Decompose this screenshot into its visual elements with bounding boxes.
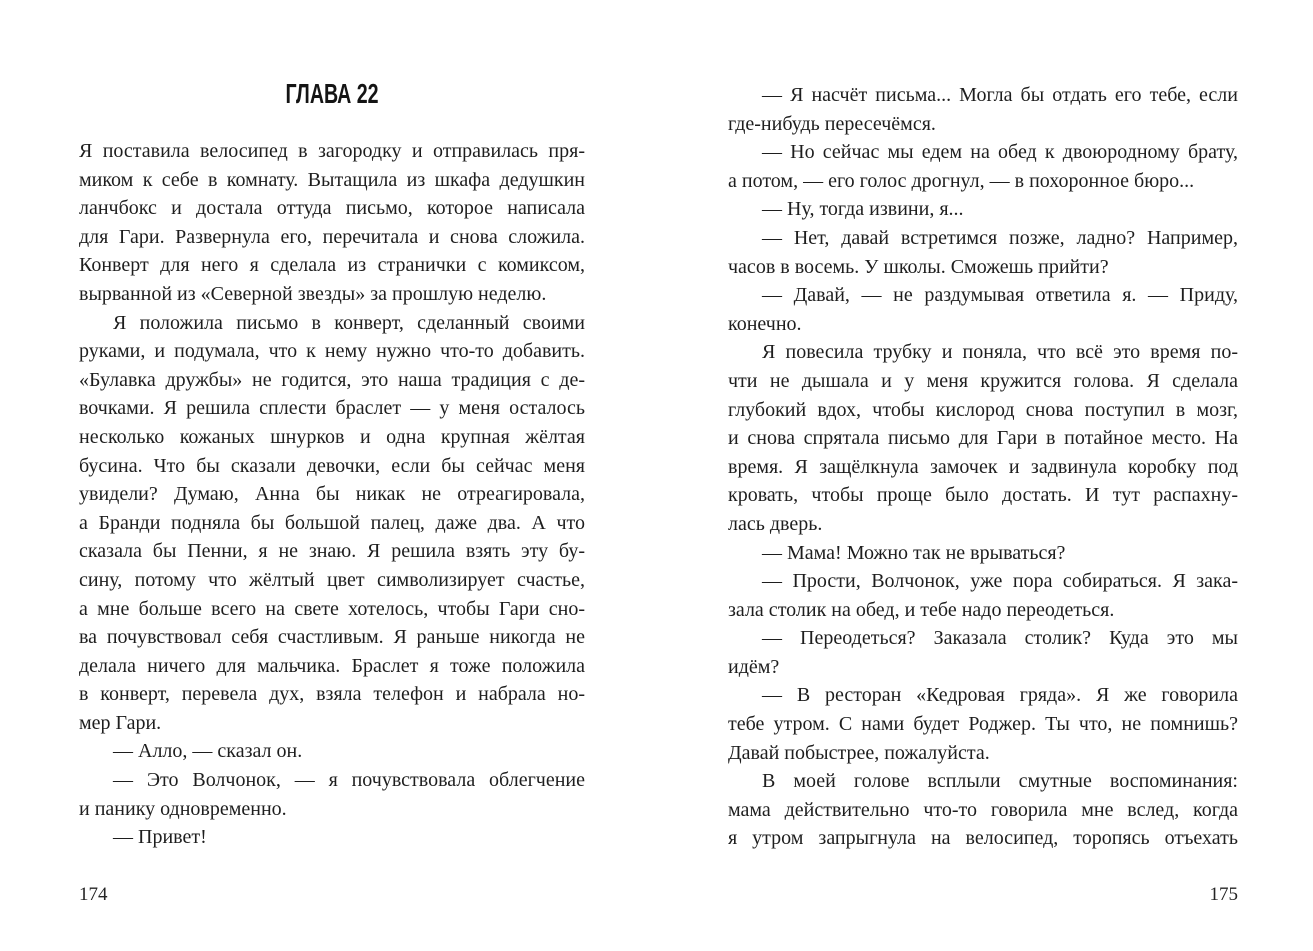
- text-line: где-нибудь пересечёмся.: [728, 112, 936, 135]
- text-line: — Прости, Волчонок, уже пора собираться. Я зака-: [762, 570, 1238, 593]
- text-line: кровать, чтобы проще было достать. И тут распахну-: [728, 484, 1238, 507]
- text-line: Давай побыстрее, пожалуйста.: [728, 741, 990, 764]
- text-line: — Ну, тогда извини, я...: [762, 198, 964, 221]
- text-line: в конверт, перевела дух, взяла телефон и набрала но-: [79, 683, 585, 706]
- text-line: вырванной из «Северной звезды» за прошлую неделю.: [79, 282, 547, 305]
- text-line: мер Гари.: [79, 711, 162, 734]
- text-line: бусина. Что бы сказали девочки, если бы сейчас меня: [79, 454, 585, 477]
- text-line: а потом, — его голос дрогнул, — в похоронное бюро...: [728, 169, 1195, 192]
- text-line: вочками. Я решила сплести браслет — у меня осталось: [79, 397, 585, 420]
- left-page-text: [79, 137, 585, 852]
- text-line: — Но сейчас мы едем на обед к двоюродному брату,: [762, 141, 1238, 164]
- text-line: Я поставила велосипед в загородку и отправилась пря-: [79, 140, 585, 162]
- text-line: я утром запрыгнула на велосипед, торопясь отъехать: [728, 827, 1238, 850]
- text-line: мама действительно что-то говорила мне вслед, когда: [728, 798, 1238, 821]
- text-line: — Переодеться? Заказала столик? Куда это мы: [762, 627, 1238, 650]
- text-line: ланчбокс и достала оттуда письмо, которое написала: [79, 197, 585, 220]
- text-line: конечно.: [728, 312, 802, 335]
- text-line: — Это Волчонок, — я почувствовала облегчение: [113, 769, 585, 792]
- text-line: чти не дышала и у меня кружится голова. Я сделала: [728, 369, 1238, 392]
- text-line: делала ничего для мальчика. Браслет я тоже положила: [79, 654, 585, 677]
- text-line: для Гари. Развернула его, перечитала и снова сложила.: [79, 225, 585, 248]
- text-line: глубокий вдох, чтобы кислород снова поступил в мозг,: [728, 398, 1238, 421]
- right-page-number: 175: [1209, 884, 1238, 905]
- text-line: Я повесила трубку и поняла, что всё это время по-: [762, 341, 1238, 364]
- text-line: — Алло, — сказал он.: [113, 740, 303, 763]
- text-line: а мне больше всего на свете хотелось, чтобы Гари сно-: [79, 597, 585, 620]
- text-line: — Давай, — не раздумывая ответила я. — Приду,: [762, 284, 1238, 307]
- text-line: — Нет, давай встретимся позже, ладно? Например,: [762, 226, 1238, 249]
- right-page-text: [728, 81, 1238, 853]
- text-line: — Привет!: [113, 826, 207, 849]
- right-page: [728, 81, 1238, 912]
- text-line: зала столик на обед, и тебе надо переодеться.: [728, 598, 1115, 621]
- text-line: — Я насчёт письма... Могла бы отдать его тебе, если: [762, 84, 1238, 106]
- left-page-number: 174: [79, 884, 108, 905]
- left-page: [79, 78, 585, 912]
- text-line: — Мама! Можно так не врываться?: [762, 541, 1066, 564]
- text-line: тебе утром. С нами будет Роджер. Ты что, не помнишь?: [728, 713, 1238, 736]
- text-line: Конверт для него я сделала из странички с комиксом,: [79, 254, 585, 277]
- text-line: — В ресторан «Кедровая гряда». Я же говорила: [762, 684, 1238, 707]
- text-line: «Булавка дружбы» не годится, это наша традиция с де-: [79, 368, 585, 391]
- text-line: и панику одновременно.: [79, 797, 287, 820]
- text-line: и снова спрятала письмо для Гари в потайное место. На: [728, 427, 1238, 450]
- text-line: Я положила письмо в конверт, сделанный своими: [113, 311, 585, 334]
- text-line: руками, и подумала, что к нему нужно что-то добавить.: [79, 340, 585, 363]
- text-line: ва почувствовал себя счастливым. Я раньше никогда не: [79, 626, 585, 649]
- text-line: часов в восемь. У школы. Сможешь прийти?: [728, 255, 1109, 278]
- text-line: сину, потому что жёлтый цвет символизирует счастье,: [79, 568, 585, 591]
- text-line: время. Я защёлкнула замочек и задвинула коробку под: [728, 455, 1238, 478]
- text-line: а Бранди подняла бы большой палец, даже два. А что: [79, 511, 585, 534]
- text-line: лась дверь.: [728, 512, 823, 535]
- text-line: сказала бы Пенни, я не знаю. Я решила взять эту бу-: [79, 540, 585, 563]
- chapter-title: ГЛАВА 22: [285, 78, 379, 109]
- text-line: увидели? Думаю, Анна бы никак не отреагировала,: [79, 483, 585, 506]
- text-line: миком к себе в комнату. Вытащила из шкафа дедушкин: [79, 168, 585, 191]
- text-line: В моей голове всплыли смутные воспоминания:: [762, 770, 1238, 793]
- text-line: идём?: [728, 655, 780, 678]
- text-line: несколько кожаных шнурков и одна крупная жёлтая: [79, 425, 585, 448]
